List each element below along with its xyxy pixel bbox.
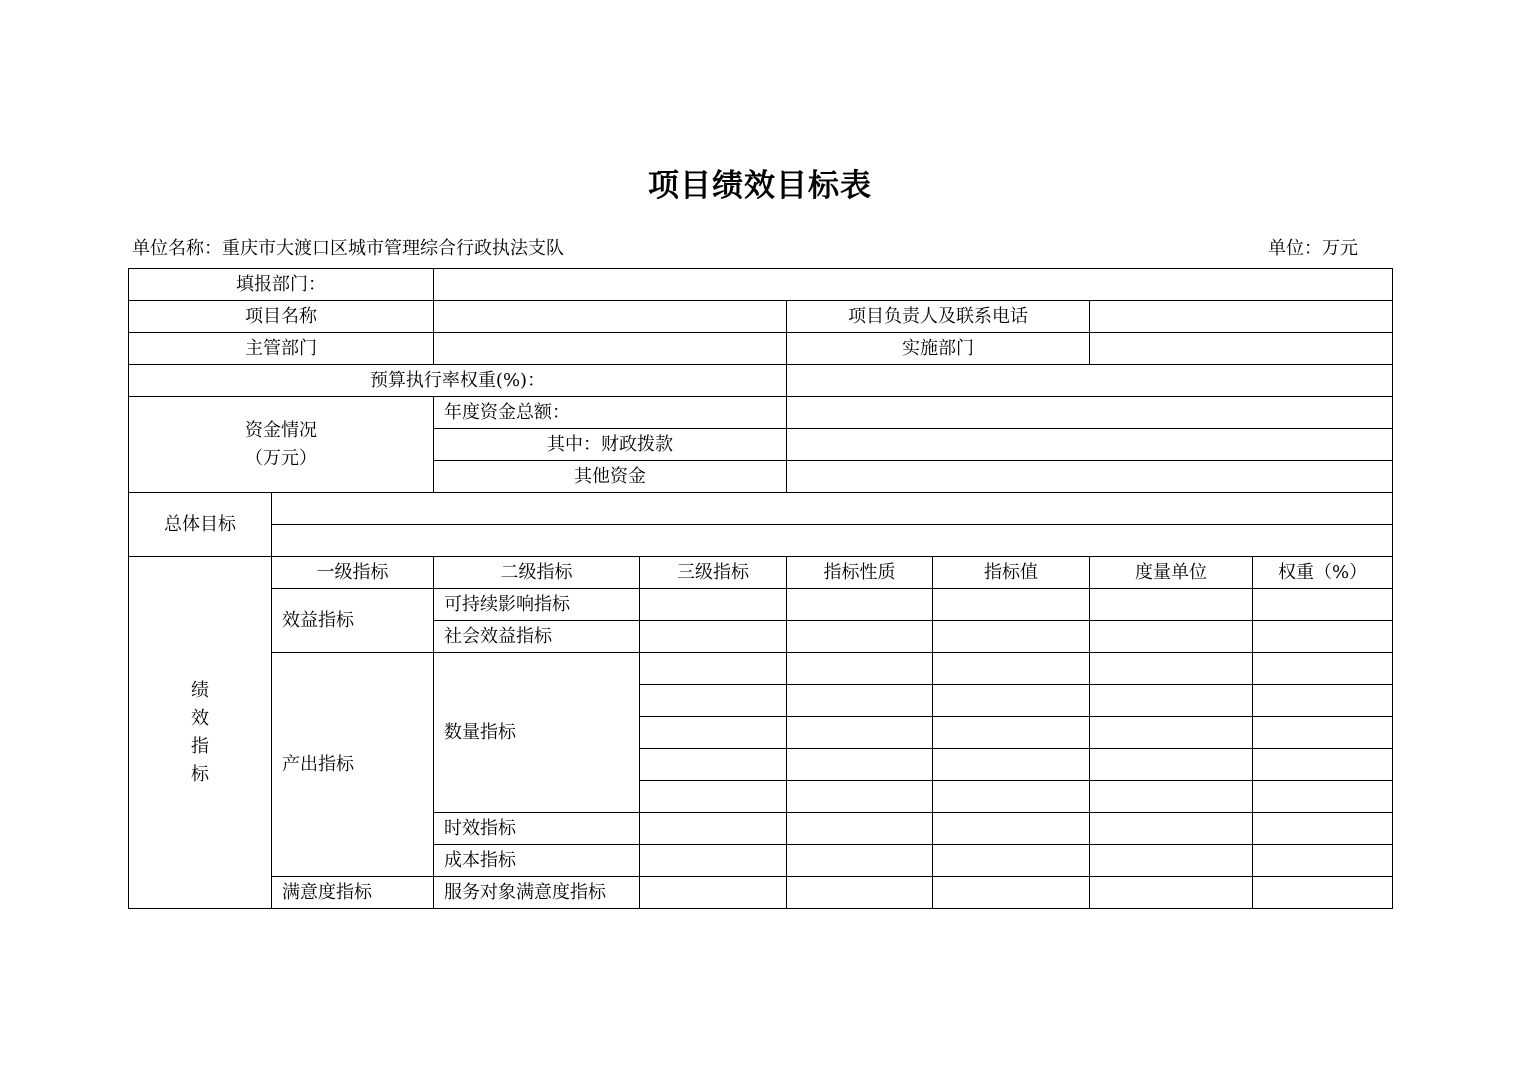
table-cell[interactable] [787, 685, 933, 717]
table-cell[interactable] [1090, 845, 1253, 877]
table-cell[interactable] [640, 845, 787, 877]
table-cell[interactable] [1253, 621, 1393, 653]
table-cell[interactable] [1090, 749, 1253, 781]
table-cell[interactable] [1253, 877, 1393, 909]
table-cell[interactable] [1090, 589, 1253, 621]
table-cell[interactable] [640, 749, 787, 781]
table-cell[interactable] [1090, 653, 1253, 685]
table-cell[interactable] [640, 717, 787, 749]
perf-indicator-label: 绩效指标 [129, 557, 272, 909]
social-indicator-label: 社会效益指标 [434, 621, 640, 653]
table-row [129, 877, 1393, 909]
table-row [129, 589, 1393, 621]
supervisor-dept-field[interactable] [434, 333, 787, 365]
table-cell[interactable] [640, 685, 787, 717]
sustainable-indicator-label: 可持续影响指标 [434, 589, 640, 621]
unit-name: 单位名称：重庆市大渡口区城市管理综合行政执法支队 [132, 238, 564, 259]
table-cell[interactable] [933, 717, 1090, 749]
table-row [129, 397, 1393, 429]
budget-weight-field[interactable] [787, 365, 1393, 397]
budget-weight-label: 预算执行率权重(%)： [129, 365, 787, 397]
project-name-label: 项目名称 [129, 301, 434, 333]
table-cell[interactable] [640, 621, 787, 653]
table-cell[interactable] [1253, 589, 1393, 621]
benefit-indicator-label: 效益指标 [272, 589, 434, 653]
column-header: 指标值 [933, 557, 1090, 589]
table-cell[interactable] [1253, 685, 1393, 717]
table-cell[interactable] [640, 877, 787, 909]
table-cell[interactable] [1090, 685, 1253, 717]
currency-unit: 单位：万元 [1268, 238, 1358, 259]
table-row [129, 493, 1393, 525]
fill-dept-field[interactable] [434, 269, 1393, 301]
table-cell[interactable] [787, 845, 933, 877]
table-cell[interactable] [787, 877, 933, 909]
column-header: 三级指标 [640, 557, 787, 589]
other-funds-label: 其他资金 [434, 461, 787, 493]
table-cell[interactable] [1090, 621, 1253, 653]
project-owner-label: 项目负责人及联系电话 [787, 301, 1090, 333]
table-cell[interactable] [1253, 813, 1393, 845]
cost-indicator-label: 成本指标 [434, 845, 640, 877]
table-cell[interactable] [787, 653, 933, 685]
fill-dept-label: 填报部门： [129, 269, 434, 301]
table-cell[interactable] [1090, 781, 1253, 813]
annual-total-label: 年度资金总额： [434, 397, 787, 429]
fiscal-funds-field[interactable] [787, 429, 1393, 461]
column-header: 二级指标 [434, 557, 640, 589]
table-row [129, 365, 1393, 397]
project-name-field[interactable] [434, 301, 787, 333]
table-cell[interactable] [1253, 845, 1393, 877]
impl-dept-field[interactable] [1090, 333, 1393, 365]
table-cell[interactable] [1253, 749, 1393, 781]
column-header: 度量单位 [1090, 557, 1253, 589]
impl-dept-label: 实施部门 [787, 333, 1090, 365]
table-cell[interactable] [640, 653, 787, 685]
table-cell[interactable] [1090, 877, 1253, 909]
table-cell[interactable] [640, 813, 787, 845]
table-cell[interactable] [640, 781, 787, 813]
funds-label-line1: 资金情况 [245, 419, 317, 441]
table-cell[interactable] [640, 589, 787, 621]
overall-goal-label: 总体目标 [129, 493, 272, 557]
output-indicator-label: 产出指标 [272, 653, 434, 877]
table-cell[interactable] [1090, 717, 1253, 749]
table-cell[interactable] [787, 589, 933, 621]
table-cell[interactable] [787, 717, 933, 749]
funds-label [129, 397, 434, 493]
timeliness-indicator-label: 时效指标 [434, 813, 640, 845]
table-cell[interactable] [933, 589, 1090, 621]
page-title: 项目绩效目标表 [648, 168, 872, 204]
overall-goal-field[interactable] [272, 525, 1393, 557]
table-cell[interactable] [787, 621, 933, 653]
fiscal-funds-label: 其中：财政拨款 [434, 429, 787, 461]
table-cell[interactable] [933, 781, 1090, 813]
table-cell[interactable] [933, 845, 1090, 877]
table-cell[interactable] [933, 685, 1090, 717]
overall-goal-field[interactable] [272, 493, 1393, 525]
table-cell[interactable] [787, 749, 933, 781]
table-cell[interactable] [787, 781, 933, 813]
supervisor-dept-label: 主管部门 [129, 333, 434, 365]
table-cell[interactable] [933, 877, 1090, 909]
table-row [129, 269, 1393, 301]
funds-label-line2: （万元） [245, 447, 317, 469]
table-cell[interactable] [787, 813, 933, 845]
table-cell[interactable] [933, 813, 1090, 845]
table-cell[interactable] [1253, 781, 1393, 813]
quantity-indicator-label: 数量指标 [434, 653, 640, 813]
column-header: 指标性质 [787, 557, 933, 589]
other-funds-field[interactable] [787, 461, 1393, 493]
column-header: 权重（%） [1253, 557, 1393, 589]
table-cell[interactable] [933, 749, 1090, 781]
table-row [129, 653, 1393, 685]
table-row [129, 333, 1393, 365]
table-cell[interactable] [1253, 653, 1393, 685]
table-cell[interactable] [933, 621, 1090, 653]
table-row [129, 525, 1393, 557]
service-satisfaction-indicator-label: 服务对象满意度指标 [434, 877, 640, 909]
performance-goal-table [128, 268, 1393, 909]
column-header: 一级指标 [272, 557, 434, 589]
table-cell[interactable] [1253, 717, 1393, 749]
table-cell[interactable] [933, 653, 1090, 685]
satisfaction-indicator-label: 满意度指标 [272, 877, 434, 909]
table-row [129, 301, 1393, 333]
project-owner-field[interactable] [1090, 301, 1393, 333]
table-cell[interactable] [1090, 813, 1253, 845]
annual-total-field[interactable] [787, 397, 1393, 429]
table-row [129, 557, 1393, 589]
